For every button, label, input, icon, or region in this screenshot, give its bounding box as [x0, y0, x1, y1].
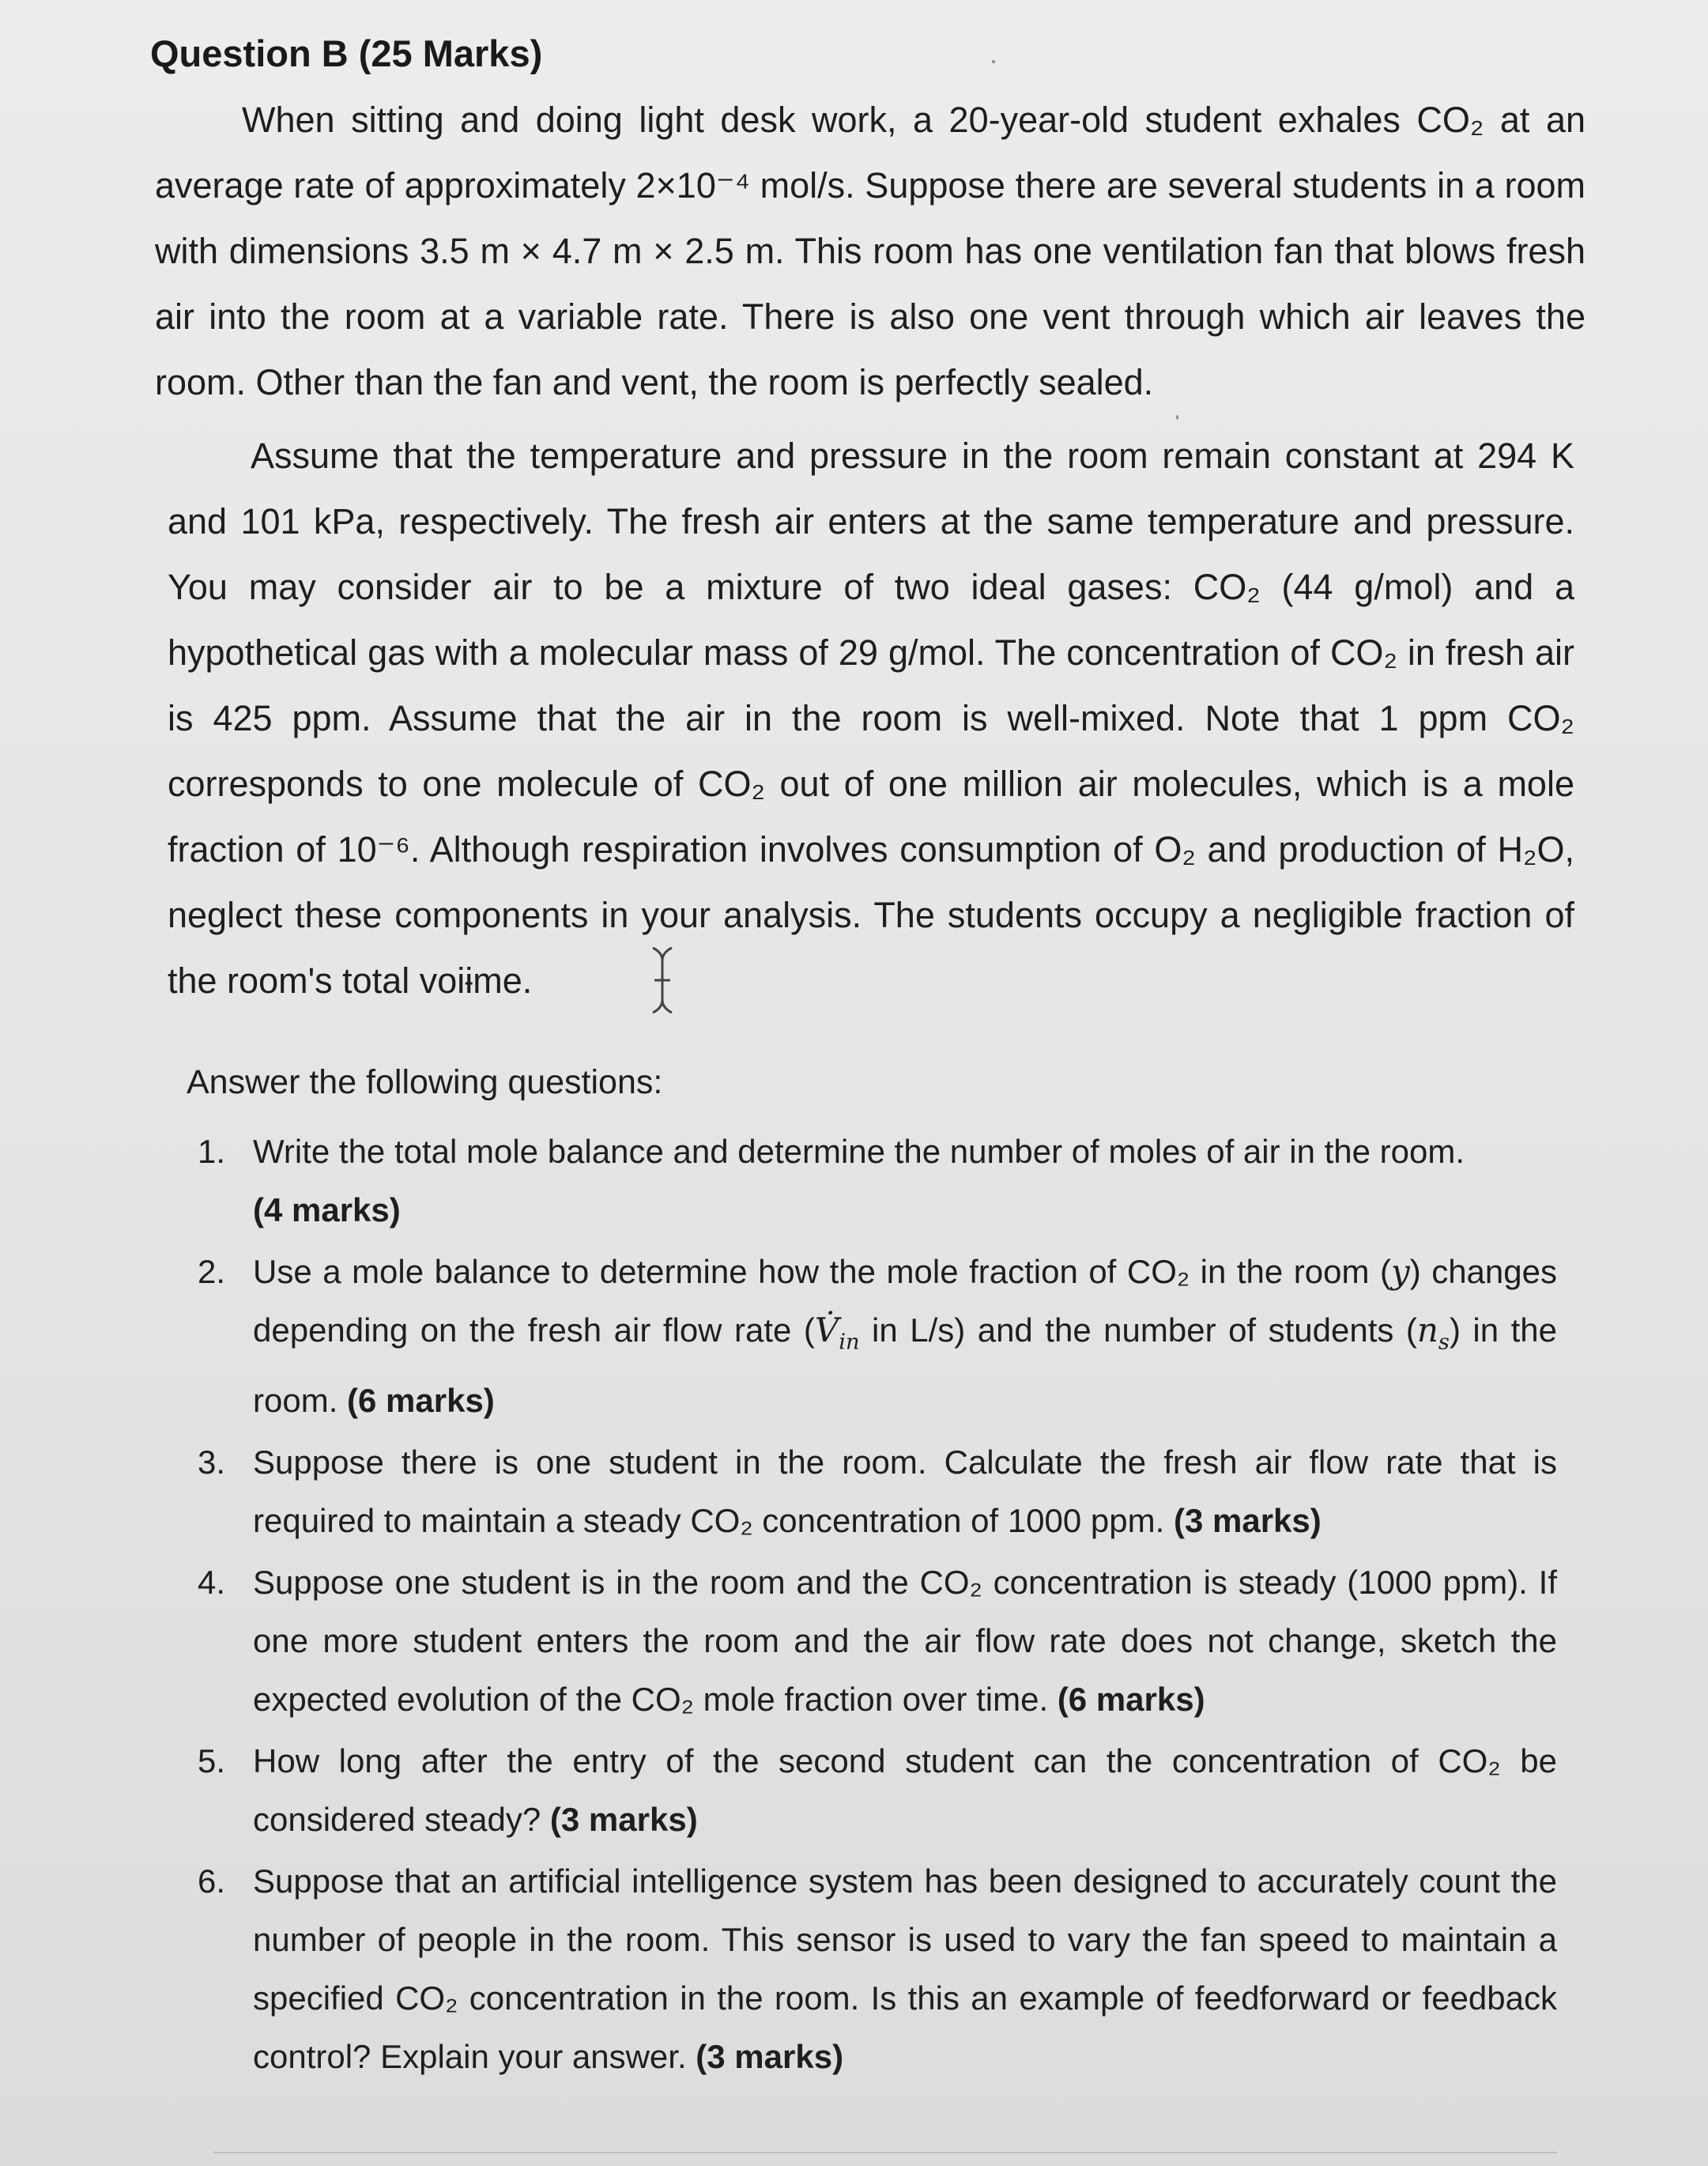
paper-speck [992, 60, 995, 63]
question-text: Suppose there is one student in the room. Calculate the fresh air flow rate that is required to maintain a steady CO₂ concentration of 1000 ppm. [253, 1443, 1557, 1540]
variable-y: y [1390, 1252, 1410, 1291]
question-item-1 [198, 1123, 1557, 1240]
question-marks: (3 marks) [696, 2038, 844, 2076]
paragraph-assumptions: Assume that the temperature and pressure in the room remain constant at 294 K and 101 kPa, respectively. The fresh air enters at the same temperature and pressure. You may consider air to be a mixture of two ideal gases: CO₂ (44 g/mol) and a hypothetical gas with a molecular mass of 29 g/mol. The concentration of CO₂ in fresh air is 425 ppm. Assume that the air in the room is well-mixed. Note that 1 ppm CO₂ corresponds to one molecule of CO₂ out of one million air molecules, which is a mole fraction of 10⁻⁶. Although respiration involves consumption of O₂ and production of H₂O, neglect these components in your analysis. The students occupy a negligible fraction of the room's total voiɨme. [168, 436, 1574, 1001]
question-number: 2. [198, 1253, 226, 1290]
question-item-3 [198, 1433, 1557, 1550]
question-item-5 [198, 1732, 1557, 1849]
question-text-part: Use a mole balance to determine how the mole fraction of CO₂ in the room ( [253, 1253, 1391, 1290]
question-number: 1. [198, 1133, 226, 1170]
text-cursor-icon [647, 945, 678, 1016]
variable-n-subscript: s [1438, 1330, 1450, 1355]
question-number: 5. [198, 1742, 226, 1780]
question-text: Write the total mole balance and determine the number of moles of air in the room. [253, 1133, 1465, 1170]
question-item-2 [198, 1243, 1557, 1430]
question-marks: (4 marks) [253, 1191, 401, 1228]
questions-intro: Answer the following questions: [187, 1063, 663, 1101]
question-text: Suppose that an artificial intelligence system has been designed to accurately count the number of people in the room. This sensor is used to vary the fan speed to maintain a specified CO₂ concentration in the room. Is this an example of feedforward or feedback control? Explain your answer. [253, 1862, 1557, 2076]
question-number: 4. [198, 1564, 226, 1602]
paper-speck [1176, 415, 1178, 420]
question-item-6 [198, 1852, 1557, 2086]
question-title: Question B (25 Marks) [150, 32, 543, 74]
variable-v: V̇ [814, 1311, 839, 1349]
question-item-4 [198, 1553, 1557, 1729]
variable-v-in [814, 1311, 860, 1355]
question-text-part: in L/s) and the number of students ( [859, 1311, 1417, 1349]
variable-v-subscript: in [839, 1330, 860, 1355]
question-marks: (3 marks) [1173, 1502, 1322, 1540]
bottom-rule [213, 2152, 1557, 2153]
question-text-part: ) changes depending on the fresh air flow rate ( [253, 1253, 1557, 1349]
question-marks: (6 marks) [347, 1382, 495, 1420]
variable-n: n [1416, 1311, 1438, 1349]
paragraph-context: When sitting and doing light desk work, a 20-year-old student exhales CO₂ at an average rate of approximately 2×10⁻⁴ mol/s. Suppose there are several students in a room with dimensions 3.5 m × 4.7 m × 2.5 m. This room has one ventilation fan that blows fresh air into the room at a variable rate. There is also one vent through which air leaves the room. Other than the fan and vent, the room is perfectly sealed. [155, 100, 1585, 402]
question-text-part: ) in the room. [253, 1311, 1557, 1420]
variable-n-s [1416, 1311, 1450, 1355]
question-text: Suppose one student is in the room and the CO₂ concentration is steady (1000 ppm). If one more student enters the room and the air flow rate does not change, sketch the expected evolution of the CO₂ mole fraction over time. [253, 1564, 1557, 1719]
question-marks: (6 marks) [1057, 1681, 1205, 1719]
question-number: 3. [198, 1443, 226, 1481]
question-list [198, 1123, 1557, 2089]
question-marks: (3 marks) [549, 1801, 698, 1839]
question-text: How long after the entry of the second student can the concentration of CO₂ be considered steady? [253, 1742, 1557, 1839]
question-number: 6. [198, 1862, 226, 1900]
